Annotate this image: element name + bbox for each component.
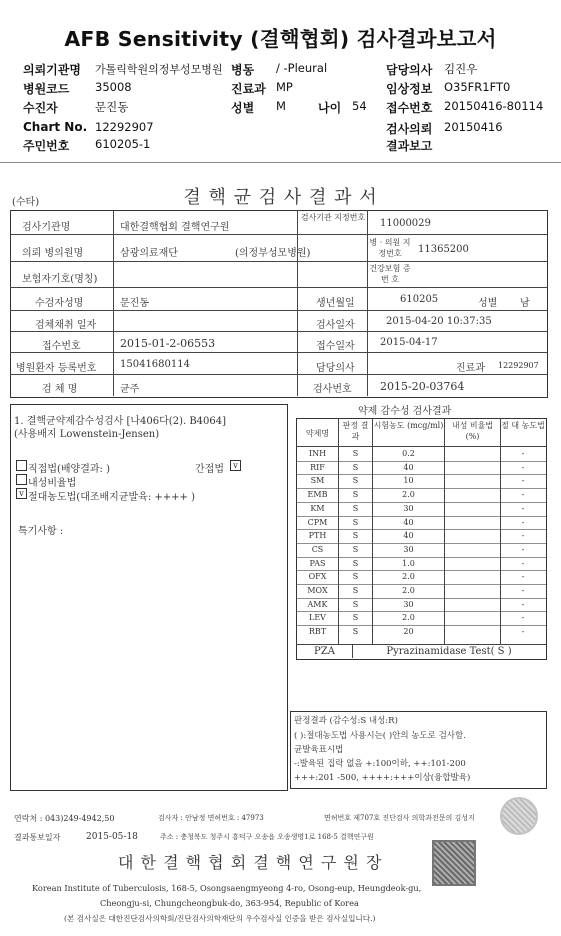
birth-value: 610205 bbox=[400, 294, 439, 305]
result-cell: - bbox=[521, 504, 525, 513]
label-ward: 병동 bbox=[231, 63, 255, 77]
value-patient: 문진동 bbox=[95, 100, 129, 114]
result-cell: S bbox=[352, 518, 359, 527]
label-hospital-code: 병원코드 bbox=[23, 82, 70, 96]
round-seal-icon bbox=[500, 797, 538, 835]
legend-line: 균발육표시법 bbox=[294, 745, 344, 755]
value-doctor: 김진우 bbox=[444, 62, 478, 76]
value-receipt: 20150416-80114 bbox=[444, 99, 544, 113]
pza-value: Pyrazinamidase Test( S ) bbox=[386, 646, 512, 657]
result-cell: 40 bbox=[403, 518, 414, 527]
result-cell: S bbox=[352, 586, 359, 595]
english-address: Korean Institute of Tuberculosis, 168-5, Osongsaengmyeong 4-ro, Osong-eup, Heungdeok-gu, bbox=[32, 883, 422, 893]
label-receipt: 접수번호 bbox=[386, 101, 433, 115]
result-cell: EMB bbox=[307, 490, 328, 499]
certification: (본 검사실은 대한진단검사의학회/진단검사의학재단의 우수검사실 인증을 받은 검사실입니다.) bbox=[64, 914, 376, 923]
result-cell: - bbox=[521, 490, 525, 499]
result-cell: S bbox=[352, 463, 359, 472]
result-cell: - bbox=[521, 572, 525, 581]
result-cell: 40 bbox=[403, 463, 414, 472]
testdate-label: 검사일자 bbox=[316, 320, 355, 331]
recv-no-value: 2015-01-2-06553 bbox=[120, 337, 216, 350]
result-cell: CS bbox=[311, 545, 324, 554]
recv-no-label: 접수번호 bbox=[42, 341, 81, 352]
result-cell: 30 bbox=[403, 545, 414, 554]
result-cell: 0.2 bbox=[402, 449, 415, 458]
value-age: 54 bbox=[352, 99, 367, 113]
result-cell: RIF bbox=[310, 463, 325, 472]
result-cell: - bbox=[521, 627, 525, 636]
test-no-value: 2015-20-03764 bbox=[380, 380, 465, 393]
english-address: Cheongju-si, Chungcheongbuk-do, 363-954, Republic of Korea bbox=[100, 898, 359, 908]
result-cell: SM bbox=[310, 476, 325, 485]
report-note: (수타) bbox=[12, 197, 40, 208]
label-clinical: 임상정보 bbox=[386, 82, 433, 96]
label-doctor: 담당의사 bbox=[386, 63, 433, 77]
result-cell: - bbox=[521, 600, 525, 609]
result-cell: S bbox=[352, 559, 359, 568]
result-cell: - bbox=[521, 559, 525, 568]
label-ssn: 주민번호 bbox=[23, 139, 70, 153]
ratio-method: 내성비율법 bbox=[28, 478, 77, 489]
label-sex: 성별 bbox=[231, 101, 255, 115]
value-org: 가톨릭학원의정부성모병원 bbox=[95, 63, 223, 76]
req-paren: (의정부성모병원) bbox=[235, 248, 311, 259]
specimen-label: 검 체 명 bbox=[42, 384, 78, 395]
result-cell: LEV bbox=[309, 613, 326, 622]
results-title: 약제 감수성 검사결과 bbox=[358, 406, 452, 417]
result-cell: - bbox=[521, 463, 525, 472]
patient-label: 수검자성명 bbox=[35, 298, 84, 309]
report-date-label: 결과통보일자 bbox=[14, 833, 61, 842]
legend-line: ( ):절대농도법 사용시는( )안의 농도로 검사함. bbox=[294, 731, 466, 741]
report-date: 2015-05-18 bbox=[86, 832, 138, 842]
req-code-label: 병 · 의원 지정번호 bbox=[369, 238, 411, 258]
result-cell: 40 bbox=[403, 531, 414, 540]
hosp-no-label: 병원환자 등록번호 bbox=[16, 363, 97, 374]
result-cell: 20 bbox=[403, 627, 414, 636]
result-cell: 1.0 bbox=[402, 559, 415, 568]
patient-value: 문진동 bbox=[120, 298, 149, 309]
ratio-checkbox[interactable] bbox=[16, 474, 27, 485]
test-no-label: 검사번호 bbox=[313, 384, 352, 395]
result-cell: - bbox=[521, 476, 525, 485]
req-value: 삼광의료재단 bbox=[120, 248, 178, 259]
result-cell: S bbox=[352, 545, 359, 554]
value-clinical: O35FR1FT0 bbox=[444, 80, 511, 94]
org-footer: 대 한 결 핵 협 회 결 핵 연 구 원 장 bbox=[118, 853, 383, 872]
license: 면허번호 제707호 진단검사 의학과전문의 김성지 bbox=[324, 814, 475, 822]
org-label: 검사기관명 bbox=[22, 222, 71, 233]
tester: 검사자 : 안남정 면허번호 : 47973 bbox=[158, 814, 264, 822]
result-cell: AMK bbox=[307, 600, 328, 609]
report-heading: 결 핵 균 검 사 결 과 서 bbox=[183, 187, 378, 208]
result-cell: PTH bbox=[308, 531, 327, 540]
value-sex: M bbox=[276, 99, 286, 113]
result-cell: 2.0 bbox=[402, 613, 415, 622]
dept-label: 진료과 bbox=[456, 363, 485, 374]
label-request: 검사의뢰 bbox=[386, 122, 433, 136]
result-cell: 2.0 bbox=[402, 586, 415, 595]
specimen-value: 균주 bbox=[120, 384, 140, 395]
result-cell: S bbox=[352, 600, 359, 609]
direct-method: 직접법(배양결과: ) bbox=[28, 464, 110, 475]
result-cell: - bbox=[521, 518, 525, 527]
value-hospital-code: 35008 bbox=[95, 80, 132, 94]
legend-line: +++:201 -500, ++++:+++이상(융합발육) bbox=[294, 773, 471, 783]
dept-value: 12292907 bbox=[498, 361, 539, 370]
result-cell: RBT bbox=[308, 627, 327, 636]
pza-label: PZA bbox=[314, 646, 335, 657]
org-value: 대한결핵협회 결핵연구원 bbox=[120, 222, 230, 233]
result-cell: - bbox=[521, 531, 525, 540]
official-seal-icon bbox=[432, 840, 476, 886]
result-cell: 30 bbox=[403, 600, 414, 609]
recv-date-label: 접수일자 bbox=[316, 341, 355, 352]
org-code-value: 11000029 bbox=[380, 218, 431, 229]
label-patient: 수진자 bbox=[23, 101, 58, 115]
result-cell: S bbox=[352, 449, 359, 458]
insurance-label: 보험자기호(명칭) bbox=[22, 274, 98, 285]
label-age: 나이 bbox=[318, 101, 342, 115]
result-cell: - bbox=[521, 545, 525, 554]
birth-label: 생년월일 bbox=[316, 298, 355, 309]
label-chart: Chart No. bbox=[23, 120, 88, 134]
medium: (사용배지 Lowenstein-Jensen) bbox=[14, 429, 160, 440]
result-cell: S bbox=[352, 572, 359, 581]
absolute-checkbox[interactable]: v bbox=[16, 488, 27, 499]
value-ward: / -Pleural bbox=[276, 61, 328, 75]
legend-line: 판정결과 (감수성:S 내성:R) bbox=[294, 716, 398, 726]
divider bbox=[0, 162, 561, 163]
notes-label: 특기사항 : bbox=[18, 526, 64, 537]
result-cell: KM bbox=[310, 504, 325, 513]
result-cell: CPM bbox=[307, 518, 328, 527]
testdate-value: 2015-04-20 10:37:35 bbox=[386, 316, 492, 327]
recv-date-value: 2015-04-17 bbox=[380, 337, 438, 348]
absolute-method: 절대농도법(대조배지균발육: ++++ ) bbox=[28, 492, 195, 503]
label-result-report: 결과보고 bbox=[386, 139, 433, 153]
col-ratio: 내성 비율법(%) bbox=[451, 421, 494, 441]
org-code-label: 검사기관 지정번호 bbox=[300, 213, 366, 222]
doctor-label: 담당의사 bbox=[316, 363, 355, 374]
result-cell: S bbox=[352, 504, 359, 513]
legend-line: -:발육된 집락 없음 +:100이하, ++:101-200 bbox=[294, 759, 466, 769]
sex-label: 성별 bbox=[478, 298, 498, 309]
label-org: 의뢰기관명 bbox=[23, 63, 81, 77]
contact: 연락처 : 043)249-4942,50 bbox=[14, 814, 115, 823]
result-cell: - bbox=[521, 613, 525, 622]
sex-value: 남 bbox=[520, 298, 530, 309]
req-code-value: 11365200 bbox=[418, 244, 469, 255]
result-cell: S bbox=[352, 490, 359, 499]
test-name: 1. 결핵균약제감수성검사 [나406다(2). B4064] bbox=[14, 416, 227, 427]
result-cell: - bbox=[521, 586, 525, 595]
value-request: 20150416 bbox=[444, 120, 503, 134]
hosp-no-value: 15041680114 bbox=[120, 359, 190, 370]
address: 주소 : 충청북도 청주시 흥덕구 오송읍 오송생명1로 168-5 결핵연구원 bbox=[160, 833, 374, 841]
col-result: 판정 결과 bbox=[342, 421, 369, 441]
col-drug: 약제명 bbox=[305, 429, 330, 438]
value-ssn: 610205-1 bbox=[95, 137, 151, 151]
result-cell: - bbox=[521, 449, 525, 458]
value-chart: 12292907 bbox=[95, 120, 154, 134]
health-label: 건강보험 증 번 호 bbox=[369, 264, 411, 284]
result-cell: S bbox=[352, 476, 359, 485]
result-cell: 2.0 bbox=[402, 490, 415, 499]
result-cell: 30 bbox=[403, 504, 414, 513]
value-dept: MP bbox=[276, 80, 293, 94]
direct-checkbox[interactable] bbox=[16, 460, 27, 471]
result-cell: OFX bbox=[308, 572, 327, 581]
col-absolute: 절 대 농도법 bbox=[501, 421, 545, 430]
result-cell: 2.0 bbox=[402, 572, 415, 581]
result-cell: S bbox=[352, 613, 359, 622]
indirect-checkbox[interactable]: v bbox=[230, 460, 241, 471]
req-label: 의뢰 병의원명 bbox=[22, 248, 84, 259]
collect-label: 검체채취 일자 bbox=[35, 320, 97, 331]
report-title: AFB Sensitivity (결핵협회) 검사결과보고서 bbox=[64, 27, 497, 51]
result-cell: S bbox=[352, 627, 359, 636]
result-cell: MOX bbox=[307, 586, 328, 595]
result-cell: 10 bbox=[403, 476, 414, 485]
result-cell: INH bbox=[308, 449, 327, 458]
label-dept: 진료과 bbox=[231, 82, 266, 96]
indirect-method: 간접법 bbox=[195, 464, 224, 475]
col-concentration: 시험농도 (mcg/ml) bbox=[373, 421, 444, 430]
result-cell: PAS bbox=[309, 559, 326, 568]
result-cell: S bbox=[352, 531, 359, 540]
